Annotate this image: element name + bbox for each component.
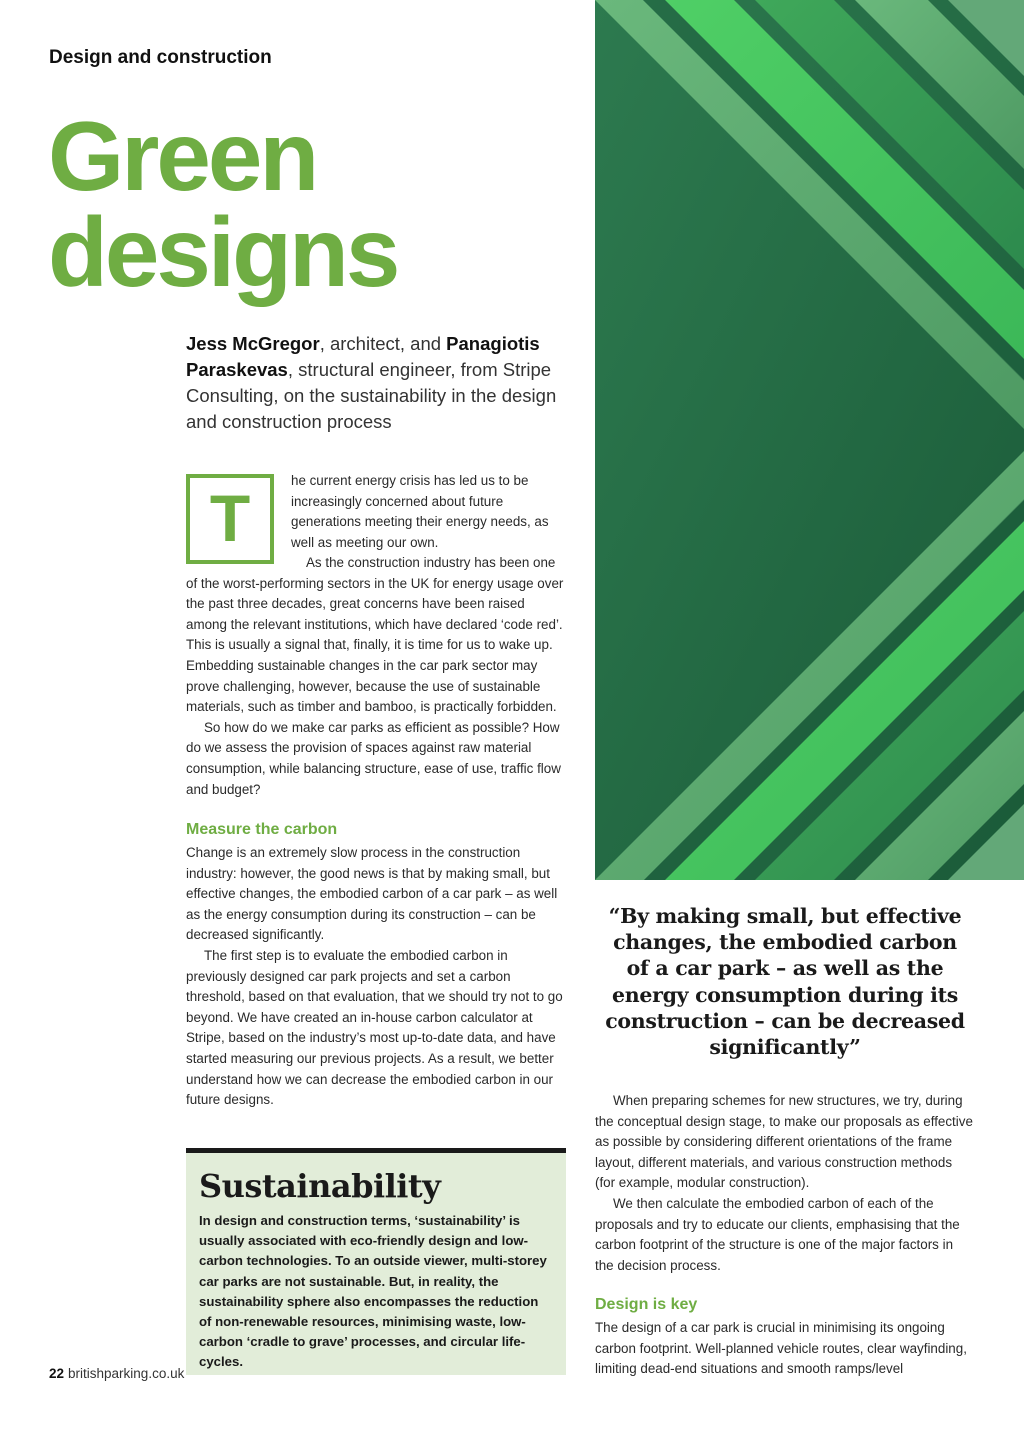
intro-body [186,553,566,800]
measure-paragraph: Change is an extremely slow process in the construction industry: however, the good news is that by making small, but effective changes, the embodied carbon of a car park – as well as the energy consumption during its construction – can be decreased significantly. [186,845,558,943]
headline-line-2: designs [48,197,398,307]
page-number: 22 [49,1366,65,1381]
standfirst-mid-1: , architect, and [319,333,447,354]
page-footer [49,1366,184,1381]
measure-subhead: Measure the carbon [186,821,338,838]
green-chevron-artwork [595,0,1024,880]
sidebar-text: In design and construction terms, ‘sustainability’ is usually associated with eco-friendly design and low-carbon technologies. To an outside viewer, multi-storey car parks are not sustainable. But, in reality, the sustainability sphere also encompasses the reduction of non-renewable resources, minimising waste, low-carbon ‘cradle to grave’ processes, and circular life-cycles. [199,1213,547,1370]
author-2: Panagiotis Paraskevas [186,333,540,380]
section-label: Design and construction [49,47,272,68]
intro-paragraph: As the construction industry has been one of the worst-performing sectors in the UK for energy usage over the past three decades, great concerns have been raised among the relevant institutions, which have declared ‘code red’. This is usually a signal that, finally, it is time for us to wake up. Embedding sustainable changes in the car park sector may prove challenging, however, because the use of sustainable materials, such as timber and bamboo, is practically forbidden. [186,555,564,715]
pull-quote: “By making small, but effective changes, the embodied carbon of a car park – as well as the energy consumption during its construction – can be decreased significantly” [605,904,965,1060]
footer-website-link[interactable]: britishparking.co.uk [68,1366,185,1381]
design-key-paragraph: The design of a car park is crucial in minimising its ongoing carbon footprint. Well-planned vehicle routes, clear wayfinding, limiting dead-end situations and smooth ramps/level [595,1320,967,1377]
headline [48,101,398,307]
standfirst-mid-2: , structural engineer, from Stripe Consulting, on the sustainability in the design and construction process [186,359,557,432]
intro-paragraph: So how do we make car parks as efficient as possible? How do we assess the provision of spaces against raw material consumption, while balancing structure, ease of use, traffic flow and budget? [186,719,561,797]
design-key-subhead: Design is key [595,1296,698,1313]
drop-cap: T [186,474,274,564]
author-1: Jess McGregor [186,333,320,354]
right-column-body [595,1091,975,1276]
design-key-body [595,1318,980,1380]
sidebar-title: Sustainability [199,1167,441,1205]
right-paragraph: When preparing schemes for new structures, we try, during the conceptual design stage, to make our proposals as effective as possible by considering different orientations of the frame layout, different materials, and various construction methods (for example, modular construction). [595,1093,973,1191]
sidebar-box [186,1148,566,1375]
measure-body [186,843,566,1111]
headline-line-1: Green [48,101,317,211]
standfirst [186,331,566,435]
measure-paragraph: The first step is to evaluate the embodied carbon in previously designed car park projects and set a carbon threshold, based on that evaluation, that we should try not to go beyond. We have created an in-house carbon calculator at Stripe, based on the industry’s most up-to-date data, and have started measuring our previous projects. As a result, we better understand how we can decrease the embodied carbon in our future designs. [186,947,563,1108]
intro-drop-lines [291,471,566,553]
intro-first-paragraph: he current energy crisis has led us to be increasingly concerned about future generations meeting their energy needs, as well as meeting our own. [291,473,549,550]
right-paragraph: We then calculate the embodied carbon of each of the proposals and try to educate our clients, emphasising that the carbon footprint of the structure is one of the major factors in the decision process. [595,1195,960,1273]
